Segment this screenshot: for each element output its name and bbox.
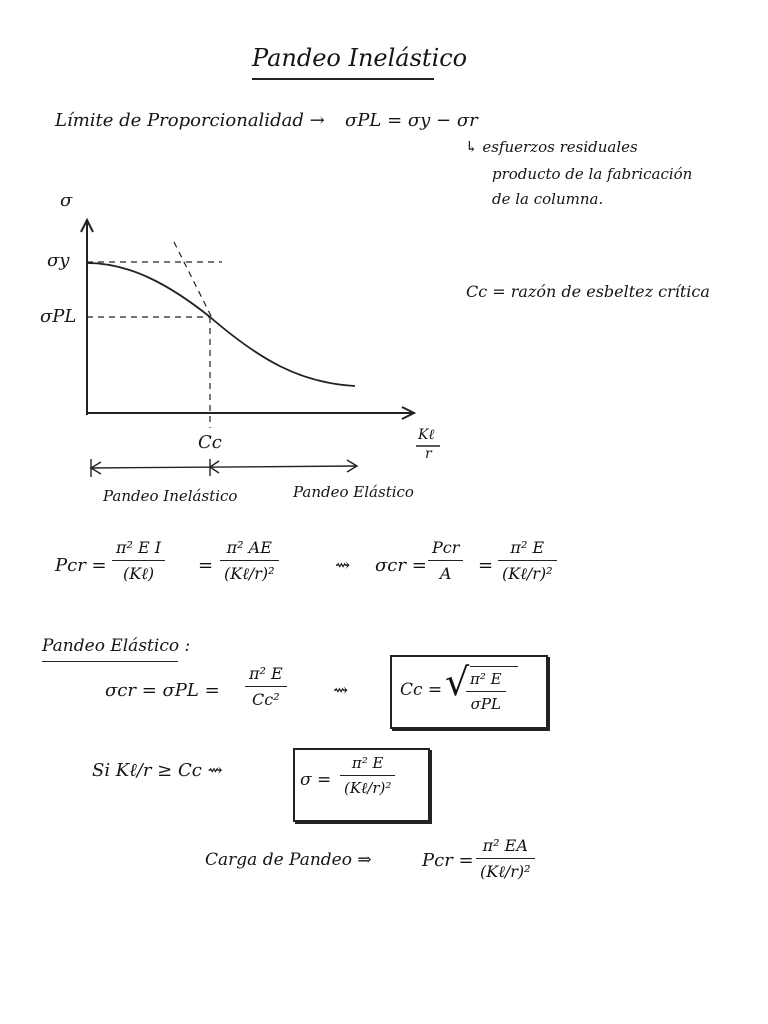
si-condition: Si Kℓ/r ≥ Cc ⇝ bbox=[92, 760, 223, 781]
sigma-box-lhs: σ = bbox=[300, 770, 332, 790]
column-strength-curve bbox=[87, 263, 355, 386]
pcr-equals-1: = bbox=[198, 555, 214, 576]
buckling-load-label: Carga de Pandeo ⇒ bbox=[205, 850, 372, 870]
sigma-y-label: σy bbox=[47, 250, 70, 271]
pcr-fraction-2 bbox=[220, 538, 279, 584]
cc-box-lhs: Cc = bbox=[400, 680, 443, 700]
y-axis-label: σ bbox=[60, 190, 73, 211]
pcr-fraction-2-den: (Kℓ/r)² bbox=[224, 564, 275, 583]
elastic-heading-underline bbox=[42, 661, 178, 662]
elastic-lhs: σcr = σPL = bbox=[105, 680, 220, 701]
sigma-cr-fraction-1 bbox=[428, 538, 463, 583]
x-axis-label-den: r bbox=[425, 446, 432, 462]
elastic-fraction-den: Cc² bbox=[252, 690, 280, 709]
x-axis-label-num: Kℓ bbox=[418, 427, 435, 443]
cc-box-fraction bbox=[466, 670, 506, 713]
inelastic-range-label: Pandeo Inelástico bbox=[103, 487, 238, 505]
sigma-cr-lhs: σcr = bbox=[375, 555, 427, 576]
sigma-cr-fraction-1-den: A bbox=[439, 564, 452, 583]
elastic-arrow: ⇝ bbox=[333, 680, 349, 701]
buckling-load-lhs: Pcr = bbox=[422, 850, 474, 871]
proportionality-limit-formula: σPL = σy − σr bbox=[345, 110, 478, 131]
elastic-range-label: Pandeo Elástico bbox=[293, 483, 414, 501]
sigma-cr-fraction-1-num: Pcr bbox=[432, 538, 460, 557]
range-line bbox=[90, 466, 357, 468]
buckling-load-num: π² EA bbox=[482, 836, 528, 855]
elastic-fraction bbox=[245, 664, 287, 709]
sigma-cr-fraction-2-den: (Kℓ/r)² bbox=[502, 564, 553, 583]
pcr-fraction-1 bbox=[112, 538, 165, 584]
buckling-load-fraction bbox=[476, 836, 535, 882]
residual-stress-note-3: de la columna. bbox=[492, 190, 604, 208]
proportionality-limit-label: Límite de Proporcionalidad → bbox=[55, 110, 325, 131]
sigma-cr-equals: = bbox=[478, 555, 494, 576]
residual-stress-note-2: producto de la fabricación bbox=[492, 165, 693, 183]
cc-definition: Cc = razón de esbeltez crítica bbox=[466, 282, 710, 301]
pcr-fraction-1-num: π² E I bbox=[116, 538, 162, 557]
cc-axis-label: Cc bbox=[198, 432, 222, 453]
residual-stress-note-1: ↳ esfuerzos residuales bbox=[465, 138, 638, 156]
sigma-cr-fraction-2-num: π² E bbox=[510, 538, 545, 557]
elastic-heading: Pandeo Elástico : bbox=[42, 636, 191, 656]
sigma-pl-label: σPL bbox=[40, 306, 77, 327]
pcr-fraction-1-den: (Kℓ) bbox=[123, 564, 155, 583]
sigma-box-fraction bbox=[340, 754, 395, 798]
cc-box-num: π² E bbox=[470, 670, 502, 688]
sigma-box-den: (Kℓ/r)² bbox=[344, 779, 392, 797]
euler-extension bbox=[174, 242, 212, 318]
pcr-fraction-2-num: π² AE bbox=[226, 538, 272, 557]
cc-box-den: σPL bbox=[470, 695, 501, 713]
elastic-fraction-num: π² E bbox=[249, 664, 283, 683]
buckling-load-den: (Kℓ/r)² bbox=[480, 862, 531, 881]
sigma-cr-fraction-2 bbox=[498, 538, 557, 584]
square-root-icon: √ bbox=[445, 660, 470, 704]
pcr-lhs: Pcr = bbox=[55, 555, 107, 576]
square-root-vinculum bbox=[470, 666, 518, 667]
page-title: Pandeo Inelástico bbox=[252, 44, 468, 72]
pcr-arrow: ⇝ bbox=[335, 555, 351, 576]
sigma-box-num: π² E bbox=[351, 754, 384, 772]
